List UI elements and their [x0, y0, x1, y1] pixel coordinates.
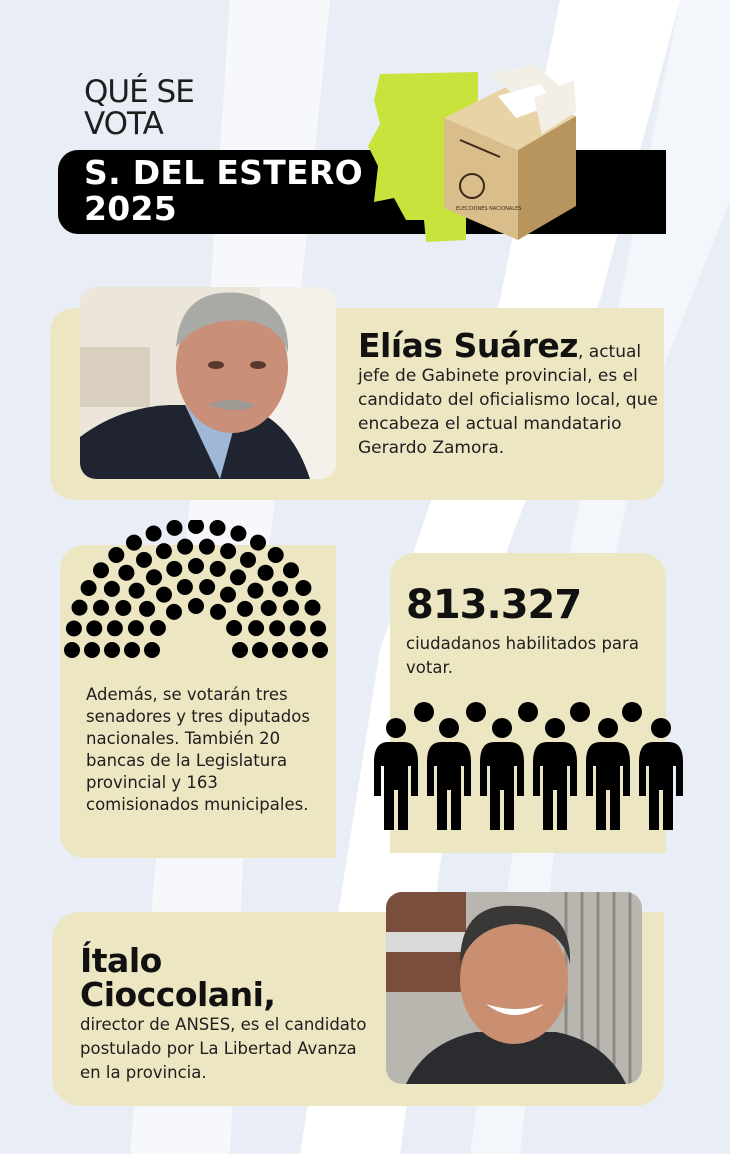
seat-dot: [108, 547, 124, 563]
seat-dot: [199, 579, 215, 595]
seat-dot: [210, 604, 226, 620]
candidate-2-name-line-2: Cioccolani,: [80, 975, 276, 1014]
seat-dot: [252, 642, 268, 658]
candidate-2-description: director de ANSES, es el candidato postulado por La Libertad Avanza en la provincia.: [80, 1015, 367, 1082]
person-figure: [639, 718, 683, 830]
title-line-2: 2025: [84, 189, 178, 228]
candidate-1-photo: [80, 287, 336, 479]
seat-dot: [177, 579, 193, 595]
seat-dot: [166, 561, 182, 577]
seat-dot: [230, 526, 246, 542]
seat-dot: [310, 621, 326, 637]
ballot-box-seal-caption: ELECCIONES NACIONALES: [456, 206, 522, 212]
seat-dot: [250, 535, 266, 551]
seat-dot: [268, 547, 284, 563]
seat-dot: [104, 581, 120, 597]
person-figure: [586, 718, 630, 830]
seat-dot: [86, 620, 102, 636]
seat-dot: [72, 600, 88, 616]
seat-dot: [156, 587, 172, 603]
seat-dot: [237, 601, 253, 617]
seat-dot: [188, 598, 204, 614]
seat-dot: [124, 642, 140, 658]
kicker-line-2: VOTA: [84, 106, 163, 142]
seat-dot: [210, 561, 226, 577]
candidate-2-photo: [386, 892, 642, 1084]
seat-dot: [272, 642, 288, 658]
candidate-2-name-line-1: Ítalo: [80, 941, 162, 980]
people-icon: [370, 700, 686, 834]
seat-dot: [199, 539, 215, 555]
seat-dot: [210, 520, 226, 536]
seat-dot: [104, 642, 120, 658]
seat-dot: [283, 562, 299, 578]
seat-dot: [150, 620, 166, 636]
person-figure: [427, 718, 471, 830]
person-head-back: [466, 702, 486, 722]
seat-dot: [146, 526, 162, 542]
seat-dot: [220, 587, 236, 603]
seat-dot: [226, 620, 242, 636]
seat-dot: [129, 583, 145, 599]
seat-dot: [156, 543, 172, 559]
seat-dot: [146, 569, 162, 585]
seat-dot: [272, 581, 288, 597]
seat-dot: [93, 600, 109, 616]
person-head-back: [622, 702, 642, 722]
page-title: [84, 155, 363, 227]
seat-dot: [230, 569, 246, 585]
seat-dot: [66, 621, 82, 637]
kicker-line-1: QUÉ SE: [84, 74, 194, 110]
parliament-seats-icon: [56, 520, 336, 660]
seat-dot: [81, 580, 97, 596]
candidate-1-description: , actual jefe de Gabinete provincial, es el candidato del oficialismo local, que encabeza el actual mandatario Gerardo Zamora.: [358, 342, 658, 458]
seat-dot: [93, 562, 109, 578]
person-figure: [374, 718, 418, 830]
person-head-back: [518, 702, 538, 722]
voters-description: ciudadanos habilitados para votar.: [406, 634, 639, 677]
seat-dot: [118, 565, 134, 581]
person-figure: [480, 718, 524, 830]
seat-dot: [292, 642, 308, 658]
seat-dot: [136, 552, 152, 568]
seats-description: Además, se votarán tres senadores y tres diputados nacionales. También 20 bancas de la Legislatura provincial y 163 comisionados municipales.: [86, 685, 310, 814]
person-head-back: [570, 702, 590, 722]
seat-dot: [258, 565, 274, 581]
seat-dot: [283, 600, 299, 616]
candidate-1-text: [358, 326, 658, 460]
ballot-box-icon: [438, 60, 580, 244]
seat-dot: [305, 600, 321, 616]
seat-dot: [177, 539, 193, 555]
seat-dot: [269, 620, 285, 636]
seat-dot: [295, 580, 311, 596]
seat-dot: [115, 600, 131, 616]
seat-dot: [290, 620, 306, 636]
seat-dot: [167, 520, 183, 536]
seat-dot: [247, 583, 263, 599]
seat-dot: [64, 642, 80, 658]
seat-dot: [188, 520, 204, 534]
seat-dot: [128, 620, 144, 636]
title-line-1: S. DEL ESTERO: [84, 153, 363, 192]
seat-dot: [261, 600, 277, 616]
seat-dot: [107, 620, 123, 636]
person-figure: [533, 718, 577, 830]
voters-count: 813.327: [406, 582, 582, 628]
person-head-back: [414, 702, 434, 722]
seat-dot: [312, 642, 328, 658]
seat-dot: [188, 558, 204, 574]
candidate-2-name: [80, 941, 276, 1014]
header-kicker: [84, 76, 194, 140]
candidate-1-name: Elías Suárez: [358, 326, 578, 365]
seat-dot: [126, 535, 142, 551]
seat-dot: [84, 642, 100, 658]
seat-dot: [166, 604, 182, 620]
seat-dot: [139, 601, 155, 617]
seat-dot: [220, 543, 236, 559]
seat-dot: [248, 620, 264, 636]
seat-dot: [144, 642, 160, 658]
seat-dot: [240, 552, 256, 568]
seat-dot: [232, 642, 248, 658]
